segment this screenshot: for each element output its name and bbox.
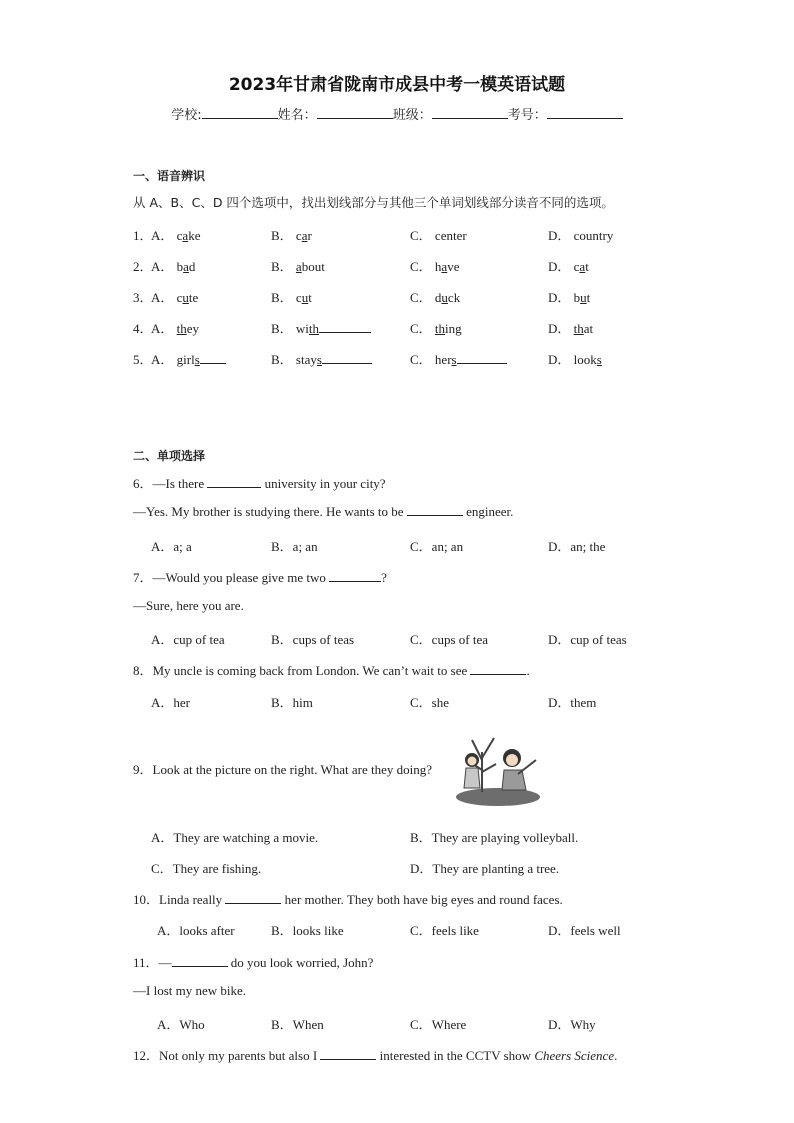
q1-option-b[interactable] <box>271 225 312 244</box>
q6-blank-2[interactable] <box>407 504 463 516</box>
q4-option-d[interactable] <box>548 318 593 337</box>
option-word-post: enter <box>440 228 467 243</box>
option-word-post: ck <box>447 290 461 305</box>
option-underline <box>200 352 226 364</box>
q8-option-d[interactable]: D．them <box>548 695 597 710</box>
option-word-mid: s <box>596 352 602 367</box>
option-word-label: D． <box>548 259 571 274</box>
option-word-pre: wi <box>295 321 309 336</box>
section1-heading: 一、语音辨识 <box>133 169 206 183</box>
q5-number: 5． <box>133 352 153 367</box>
option-word-mid: th <box>434 321 446 336</box>
q6-line1 <box>133 473 386 492</box>
q3-option-d[interactable] <box>548 287 590 306</box>
q12-blank[interactable] <box>320 1048 376 1060</box>
q4-number: 4． <box>133 321 153 336</box>
option-word-label: A． <box>151 259 174 274</box>
option-word-pre: her <box>434 352 452 367</box>
q11-option-c[interactable]: C．Where <box>410 1017 467 1032</box>
option-word-pre: c <box>295 228 302 243</box>
option-word-post: t <box>585 259 589 274</box>
option-word-label: C． <box>410 290 432 305</box>
option-word-label: B． <box>271 228 293 243</box>
option-word-pre: c <box>573 228 580 243</box>
option-word-post: bout <box>301 259 325 274</box>
option-underline <box>319 321 371 333</box>
option-word-mid: u <box>301 290 309 305</box>
name-blank[interactable] <box>317 106 393 119</box>
option-word-pre: stay <box>295 352 317 367</box>
q11-text-b: do you look worried, John? <box>230 955 374 970</box>
option-word-label: D． <box>548 352 571 367</box>
q2-option-b[interactable] <box>271 256 325 275</box>
name-label: 姓名： <box>277 108 317 123</box>
q10-text-b: her mother. They both have big eyes and round faces. <box>284 892 563 907</box>
q8-option-c[interactable]: C．she <box>410 695 450 710</box>
q8-line1 <box>133 660 530 679</box>
option-word-pre: d <box>434 290 442 305</box>
boy-body <box>502 770 526 790</box>
q6-text-a: 6．—Is there <box>133 476 205 491</box>
section1-instruction: 从 A、B、C、D 四个选项中，找出划线部分与其他三个单词划线部分读音不同的选项。 <box>133 195 614 210</box>
id-label: 考号： <box>507 108 547 123</box>
q10-option-b[interactable]: B．looks like <box>271 923 344 938</box>
q12-line1 <box>133 1045 617 1064</box>
q10-option-c[interactable]: C．feels like <box>410 923 479 938</box>
option-word-mid: a <box>579 259 586 274</box>
q10-blank[interactable] <box>225 892 281 904</box>
q12-text-a: 12．Not only my parents but also I <box>133 1048 318 1063</box>
option-underline <box>322 352 372 364</box>
option-word-post: ve <box>447 259 460 274</box>
class-blank[interactable] <box>432 106 508 119</box>
q4-option-b[interactable] <box>271 318 371 337</box>
q6-text-c: —Yes. My brother is studying there. He wants to be <box>133 504 404 519</box>
q9-option-a[interactable]: A．They are watching a movie. <box>151 830 319 845</box>
q1-option-a[interactable] <box>151 225 200 244</box>
q2-number: 2． <box>133 259 153 274</box>
option-word-pre: c <box>434 228 441 243</box>
option-word-post: ke <box>188 228 201 243</box>
q5-option-d[interactable] <box>548 349 602 368</box>
q10-option-a[interactable]: A．looks after <box>157 923 235 938</box>
q11-option-d[interactable]: D．Why <box>548 1017 596 1032</box>
shovel <box>518 760 536 774</box>
q9-option-b[interactable]: B．They are playing volleyball. <box>410 830 579 845</box>
q12-show-title: Cheers Science <box>534 1048 615 1063</box>
option-word-label: D． <box>548 290 571 305</box>
q9-option-d[interactable]: D．They are planting a tree. <box>410 861 560 876</box>
option-word-mid: u <box>580 290 587 305</box>
option-word-mid: th <box>573 321 584 336</box>
q8-text-b: . <box>526 663 530 678</box>
q7-text-a: 7．—Would you please give me two <box>133 570 326 585</box>
option-word-label: A． <box>151 321 174 336</box>
option-word-post: te <box>188 290 199 305</box>
option-word-pre: c <box>176 290 183 305</box>
option-word-mid: a <box>295 259 302 274</box>
id-blank[interactable] <box>547 106 623 119</box>
q12-text-d: . <box>614 1048 618 1063</box>
option-word-post: r <box>307 228 312 243</box>
student-info-line <box>0 104 794 123</box>
girl-face <box>468 757 477 766</box>
option-word-mid: a <box>441 259 448 274</box>
option-word-mid: a <box>301 228 308 243</box>
option-word-post: ountry <box>579 228 614 243</box>
option-word-mid: a <box>182 228 189 243</box>
q3-option-a[interactable] <box>151 287 198 306</box>
option-word-label: A． <box>151 352 174 367</box>
option-word-mid: a <box>183 259 189 274</box>
q10-line1 <box>133 889 563 908</box>
q7-option-a[interactable]: A．cup of tea <box>151 632 225 647</box>
q8-blank[interactable] <box>470 663 526 675</box>
q7-option-b[interactable]: B．cups of teas <box>271 632 355 647</box>
q2-option-a[interactable] <box>151 256 195 275</box>
option-word-post: at <box>583 321 594 336</box>
q2-option-c[interactable] <box>410 256 459 275</box>
option-word-label: A． <box>151 228 174 243</box>
option-word-post: t <box>586 290 591 305</box>
option-word-label: D． <box>548 321 571 336</box>
option-word-pre: c <box>295 290 302 305</box>
school-blank[interactable] <box>202 106 278 119</box>
q9-line1: 9．Look at the picture on the right. What are they doing? <box>133 762 433 777</box>
option-word-label: A． <box>151 290 174 305</box>
option-word-label: C． <box>410 352 432 367</box>
q3-option-c[interactable] <box>410 287 460 306</box>
option-word-post: t <box>308 290 312 305</box>
q6-option-c[interactable]: C．an; an <box>410 539 464 554</box>
q11-option-a[interactable]: A．Who <box>157 1017 205 1032</box>
q4-option-c[interactable] <box>410 318 462 337</box>
option-word-pre: b <box>176 259 184 274</box>
q7-text-b: ? <box>381 570 387 585</box>
option-word-pre: c <box>573 259 580 274</box>
q11-line2: —I lost my new bike. <box>133 983 247 998</box>
q12-text-b: interested in the CCTV show <box>379 1048 532 1063</box>
option-word-post: d <box>188 259 196 274</box>
option-word-mid: s <box>316 352 322 367</box>
girl-dress <box>464 768 480 788</box>
q10-text-a: 10．Linda really <box>133 892 223 907</box>
option-word-pre: c <box>176 228 183 243</box>
option-word-pre: b <box>573 290 581 305</box>
q6-option-d[interactable]: D．an; the <box>548 539 606 554</box>
option-word-label: B． <box>271 352 293 367</box>
q3-number: 3． <box>133 290 153 305</box>
q4-option-a[interactable] <box>151 318 199 337</box>
option-word-mid: s <box>194 352 200 367</box>
q7-option-d[interactable]: D．cup of teas <box>548 632 627 647</box>
q8-option-b[interactable]: B．him <box>271 695 313 710</box>
q6-blank-1[interactable] <box>207 476 261 488</box>
q3-option-b[interactable] <box>271 287 312 306</box>
q6-line2 <box>133 504 513 520</box>
option-word-label: C． <box>410 259 432 274</box>
q7-blank[interactable] <box>329 570 381 582</box>
option-underline <box>457 352 507 364</box>
q11-line1 <box>133 952 373 971</box>
option-word-post: ey <box>186 321 200 336</box>
school-label: 学校: <box>171 108 202 123</box>
ground-shadow <box>456 788 540 806</box>
option-word-label: C． <box>410 228 432 243</box>
q1-option-d[interactable] <box>548 225 613 244</box>
q11-blank[interactable] <box>172 955 228 967</box>
option-word-label: C． <box>410 321 432 336</box>
option-word-pre: girl <box>176 352 195 367</box>
q1-number: 1． <box>133 228 153 243</box>
q5-option-a[interactable] <box>151 349 226 368</box>
q10-option-d[interactable]: D．feels well <box>548 923 621 938</box>
option-word-mid: th <box>308 321 320 336</box>
option-word-label: B． <box>271 290 293 305</box>
q7-option-c[interactable]: C．cups of tea <box>410 632 488 647</box>
option-word-label: D． <box>548 228 571 243</box>
q8-option-a[interactable]: A．her <box>151 695 190 710</box>
option-word-label: B． <box>271 259 293 274</box>
option-word-mid: u <box>182 290 189 305</box>
q5-option-c[interactable] <box>410 349 507 368</box>
option-word-pre: h <box>434 259 442 274</box>
q7-line2: —Sure, here you are. <box>133 598 244 613</box>
q1-option-c[interactable] <box>410 225 467 244</box>
q11-text-a: 11．— <box>133 955 172 970</box>
q5-option-b[interactable] <box>271 349 372 368</box>
children-planting-tree-picture <box>452 730 544 810</box>
q6-text-d: engineer. <box>466 504 514 519</box>
q2-option-d[interactable] <box>548 256 589 275</box>
option-word-post: ing <box>445 321 462 336</box>
option-word-mid: u <box>441 290 448 305</box>
boy-face <box>506 754 518 766</box>
option-word-mid: s <box>451 352 457 367</box>
q6-text-b: university in your city? <box>264 476 386 491</box>
q11-option-b[interactable]: B．When <box>271 1017 324 1032</box>
option-word-label: B． <box>271 321 293 336</box>
class-label: 班级： <box>392 108 432 123</box>
q7-line1 <box>133 567 387 586</box>
q8-text-a: 8．My uncle is coming back from London. We can’t wait to see <box>133 663 468 678</box>
page-title: 2023年甘肃省陇南市成县中考一模英语试题 <box>228 75 566 95</box>
q6-option-b[interactable]: B．a; an <box>271 539 318 554</box>
q9-option-c[interactable]: C．They are fishing. <box>151 861 262 876</box>
section2-heading: 二、单项选择 <box>133 449 206 463</box>
option-word-mid: th <box>176 321 187 336</box>
option-word-pre: look <box>573 352 597 367</box>
q6-option-a[interactable]: A．a; a <box>151 539 192 554</box>
